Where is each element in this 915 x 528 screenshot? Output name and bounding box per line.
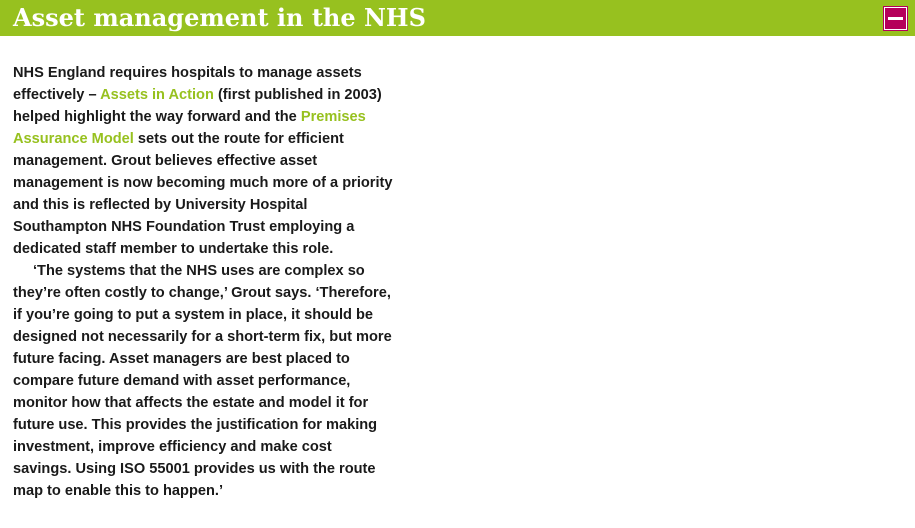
section-title: Asset management in the NHS	[13, 3, 426, 32]
paragraph-2: ‘The systems that the NHS uses are complex so they’re often costly to change,’ Grout says. ‘Therefore, if you’re going to put a system in place, it should be designed not necessarily for a short-term fix, but more future facing. Asset managers are best placed to compare future demand with asset performance, monitor how that affects the estate and model it for future use. This provides the justification for making investment, improve efficiency and make cost savings. Using ISO 55001 provides us with the route map to enable this to happen.’	[13, 263, 392, 499]
paragraph-1-text-c: sets out the route for efficient management. Grout believes effective asset management is now becoming much more of a priority and this is reflected by University Hospital Southampton NHS Foundation Trust employing a dedicated staff member to undertake this role.	[13, 131, 393, 257]
paragraph-1-text-b: (first published in 2003) helped highlight the way forward and the	[13, 87, 382, 125]
section-header	[0, 0, 915, 36]
paragraph-1-text-a: NHS England requires hospitals to manage assets effectively –	[13, 65, 362, 103]
premises-assurance-model-link[interactable]: Premises Assurance Model	[13, 109, 366, 147]
article-body	[13, 62, 393, 502]
paragraph-1	[13, 62, 393, 260]
minus-icon	[888, 17, 903, 20]
assets-in-action-link[interactable]: Assets in Action	[100, 87, 214, 103]
collapse-button[interactable]	[884, 7, 907, 30]
